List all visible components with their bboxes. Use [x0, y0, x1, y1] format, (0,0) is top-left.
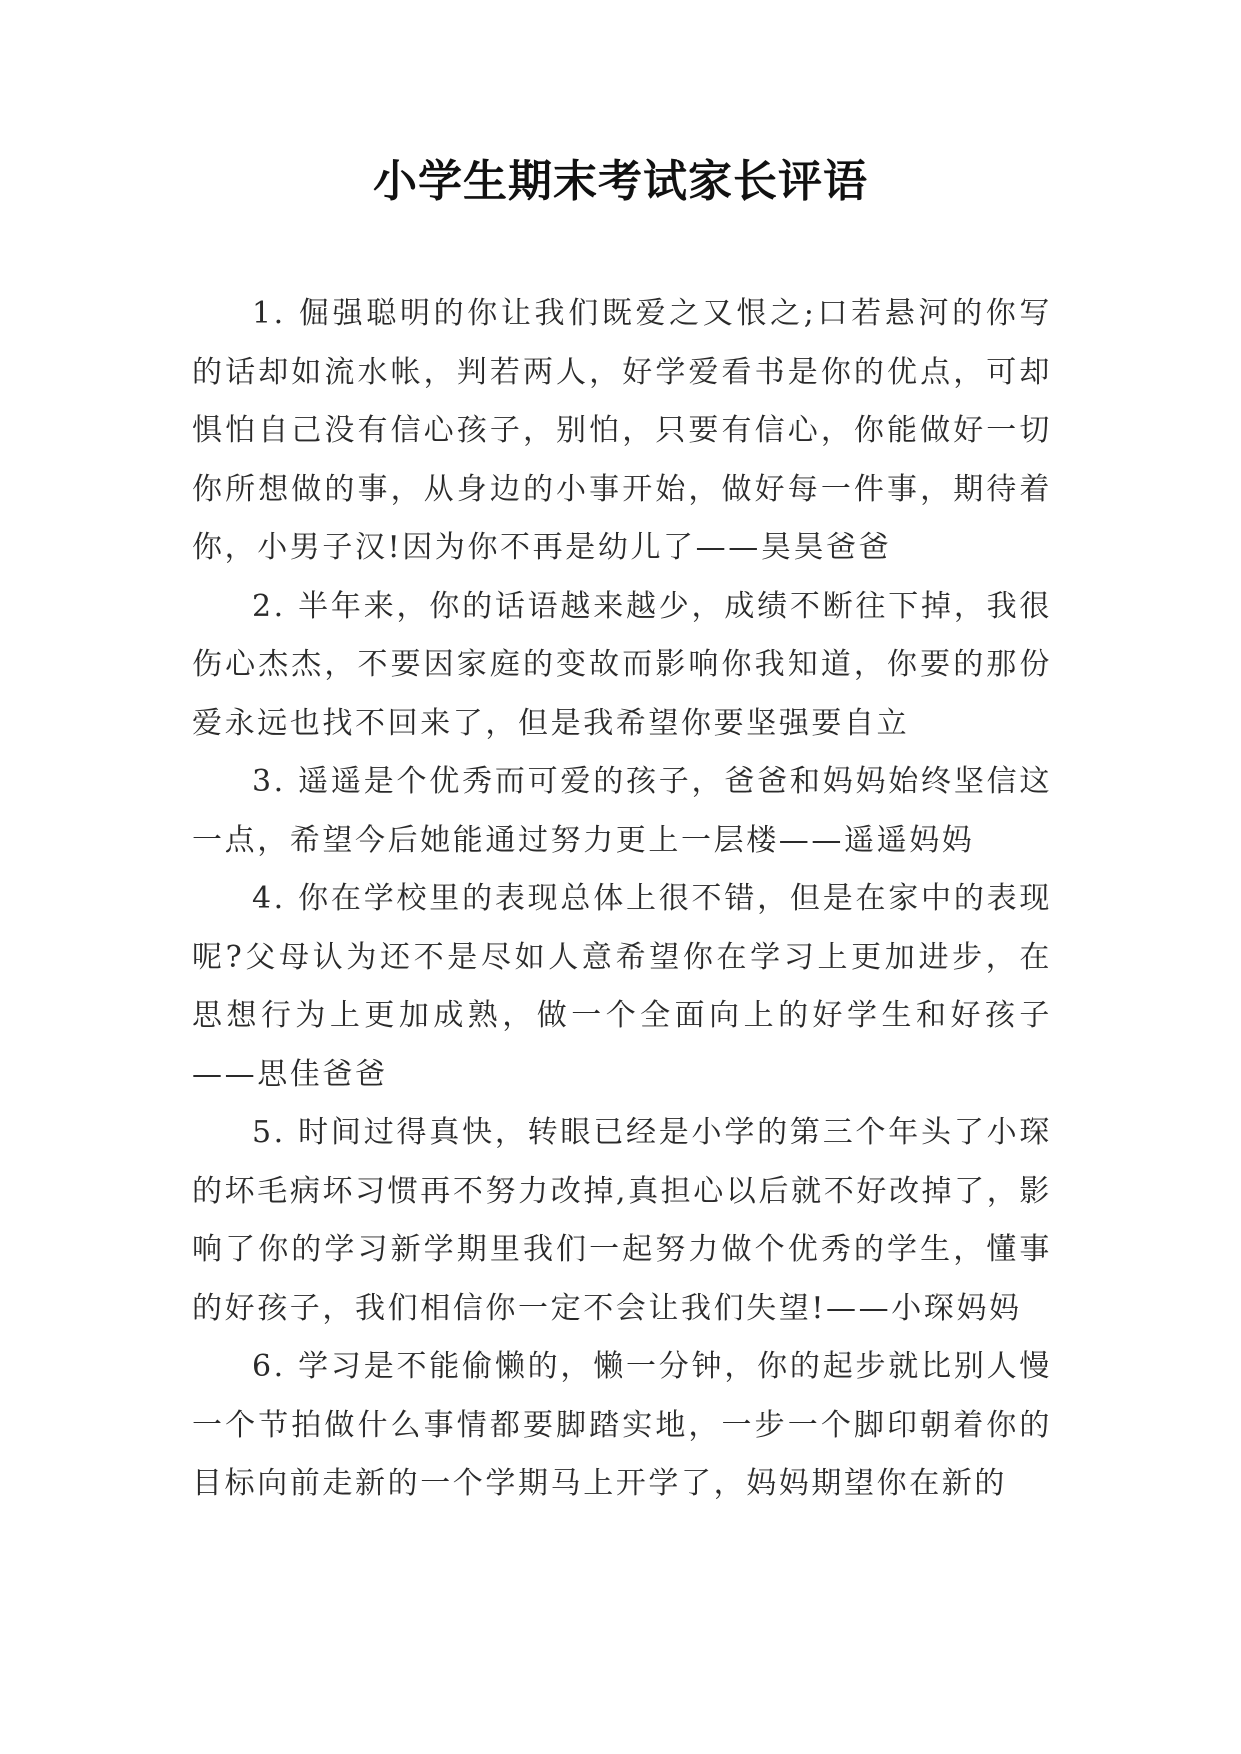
paragraph-5: 5. 时间过得真快，转眼已经是小学的第三个年头了小琛的坏毛病坏习惯再不努力改掉,真担心以后就不好改掉了，影响了你的学习新学期里我们一起努力做个优秀的学生，懂事的好孩子，我们相信你一定不会让我们失望!——小琛妈妈 — [192, 1115, 1052, 1326]
paragraph-2: 2. 半年来，你的话语越来越少，成绩不断往下掉，我很伤心杰杰，不要因家庭的变故而影响你我知道，你要的那份爱永远也找不回来了，但是我希望你要坚强要自立 — [192, 588, 1052, 741]
paragraph-3: 3. 遥遥是个优秀而可爱的孩子，爸爸和妈妈始终坚信这一点，希望今后她能通过努力更上一层楼——遥遥妈妈 — [192, 764, 1052, 858]
paragraph-6: 6. 学习是不能偷懒的，懒一分钟，你的起步就比别人慢一个节拍做什么事情都要脚踏实地，一步一个脚印朝着你的目标向前走新的一个学期马上开学了，妈妈期望你在新的 — [192, 1349, 1052, 1501]
paragraph-1: 1. 倔强聪明的你让我们既爱之又恨之;口若悬河的你写的话却如流水帐，判若两人，好学爱看书是你的优点，可却惧怕自己没有信心孩子，别怕，只要有信心，你能做好一切你所想做的事，从身边的小事开始，做好每一件事，期待着你，小男子汉!因为你不再是幼儿了——昊昊爸爸 — [192, 296, 1052, 565]
paragraph-4: 4. 你在学校里的表现总体上很不错，但是在家中的表现呢?父母认为还不是尽如人意希望你在学习上更加进步，在思想行为上更加成熟，做一个全面向上的好学生和好孩子——思佳爸爸 — [192, 881, 1052, 1092]
document-body — [192, 285, 1052, 1514]
page-title: 小学生期末考试家长评语 — [373, 156, 868, 207]
